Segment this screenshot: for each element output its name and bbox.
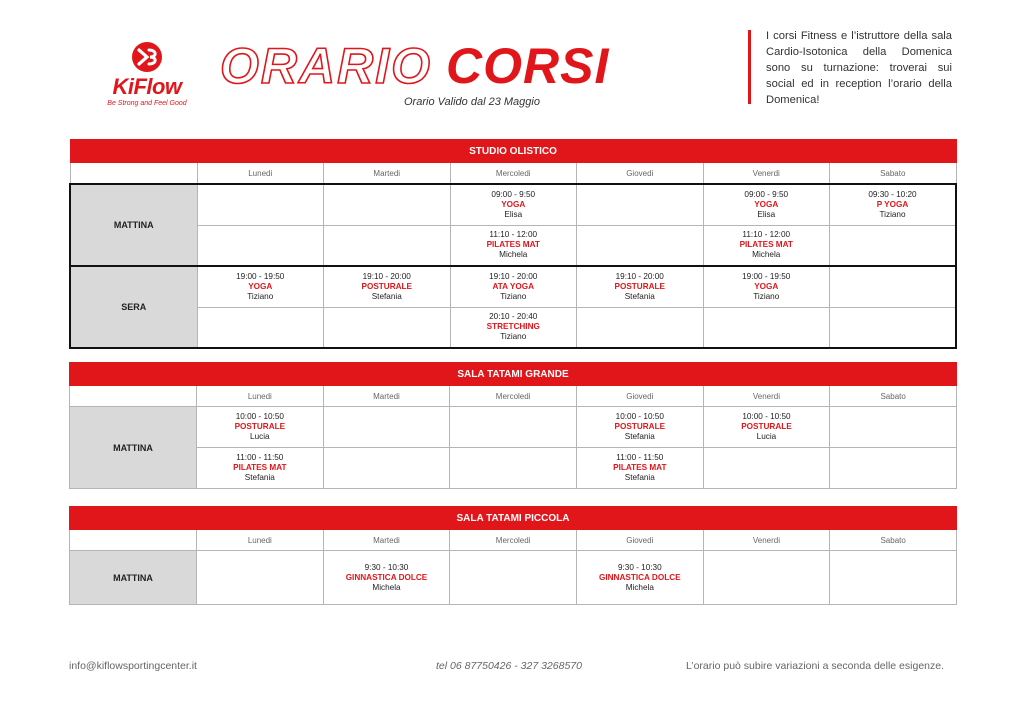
class-cell — [324, 266, 451, 307]
class-name: PILATES MAT — [486, 240, 540, 250]
class-instructor: Stefania — [244, 473, 275, 482]
day-header: Venerdi — [703, 530, 830, 551]
empty-cell — [323, 407, 450, 448]
class-time: 11:00 - 11:50 — [616, 453, 664, 462]
kiflow-logo — [92, 40, 202, 120]
day-header: Lunedi — [197, 386, 324, 407]
class-time: 11:10 - 12:00 — [742, 230, 791, 240]
empty-cell — [577, 184, 704, 225]
class-time: 19:00 - 19:50 — [236, 271, 285, 281]
class-instructor: Lucia — [250, 432, 270, 441]
class-cell — [450, 184, 577, 225]
class-name: YOGA — [754, 199, 779, 209]
empty-cell — [324, 307, 451, 348]
page-title — [220, 38, 609, 94]
days-row — [70, 530, 957, 551]
class-name: PILATES MAT — [613, 463, 667, 472]
class-cell — [197, 407, 324, 448]
class-cell — [703, 184, 830, 225]
empty-cell — [703, 307, 830, 348]
class-instructor: Stefania — [624, 291, 655, 301]
empty-cell — [830, 551, 957, 605]
class-time: 10:00 - 10:50 — [615, 412, 664, 421]
day-header: Martedi — [324, 163, 451, 185]
schedule-row — [70, 407, 957, 448]
class-name: POSTURALE — [234, 422, 286, 431]
class-instructor: Stefania — [624, 473, 655, 482]
class-cell — [450, 307, 577, 348]
class-time: 09:00 - 9:50 — [491, 189, 536, 199]
class-name: PILATES MAT — [739, 240, 793, 250]
schedule-row — [70, 266, 956, 307]
empty-cell — [197, 551, 324, 605]
empty-cell — [703, 551, 830, 605]
class-instructor: Stefania — [624, 432, 655, 441]
class-name: POSTURALE — [741, 422, 792, 431]
class-cell — [830, 184, 957, 225]
studio-olistico-table — [69, 139, 957, 349]
class-cell — [450, 266, 577, 307]
class-name: STRETCHING — [486, 322, 540, 332]
empty-cell — [577, 225, 704, 266]
day-header: Sabato — [830, 530, 957, 551]
empty-cell — [703, 448, 830, 489]
class-cell — [323, 551, 450, 605]
day-header: Mercoledi — [450, 530, 577, 551]
class-time: 19:10 - 20:00 — [489, 271, 538, 281]
class-cell — [450, 225, 577, 266]
class-cell — [703, 266, 830, 307]
footer-phone: tel 06 87750426 - 327 3268570 — [436, 660, 582, 672]
class-cell — [576, 551, 703, 605]
class-name: ATA YOGA — [492, 281, 535, 291]
class-time: 20:10 - 20:40 — [489, 312, 538, 322]
empty-cell — [830, 225, 957, 266]
class-name: YOGA — [754, 281, 779, 291]
day-header: Lunedi — [197, 530, 324, 551]
schedule-row — [70, 551, 957, 605]
class-name: POSTURALE — [361, 281, 412, 291]
time-slot-label: MATTINA — [70, 551, 197, 605]
section-title: STUDIO OLISTICO — [70, 140, 956, 163]
day-header: Venerdi — [703, 163, 830, 185]
class-instructor: Tiziano — [500, 332, 527, 342]
class-instructor: Tiziano — [247, 291, 274, 301]
time-slot-label: SERA — [70, 266, 197, 348]
class-time: 10:00 - 10:50 — [742, 412, 791, 421]
class-time: 09:30 - 10:20 — [868, 189, 917, 199]
class-instructor: Elisa — [757, 209, 776, 219]
class-cell — [577, 266, 704, 307]
class-instructor: Stefania — [371, 291, 402, 301]
empty-cell — [450, 448, 577, 489]
class-name: GINNASTICA DOLCE — [345, 572, 428, 582]
class-instructor: Tiziano — [753, 291, 780, 301]
day-header: Mercoledi — [450, 163, 577, 185]
sunday-note: I corsi Fitness e l’istruttore della sala Cardio-Isotonica della Domenica sono su turnazione: troverai sui social ed in reception l’orario della Domenica! — [766, 30, 952, 106]
class-cell — [576, 448, 703, 489]
time-slot-label: MATTINA — [70, 184, 197, 266]
sala-tatami-grande-table — [69, 362, 957, 489]
schedule-row — [70, 184, 956, 225]
schedule-row — [70, 307, 956, 348]
footer-disclaimer: L’orario può subire variazioni a seconda delle esigenze. — [686, 660, 944, 672]
class-name: YOGA — [501, 199, 526, 209]
class-time: 9:30 - 10:30 — [364, 562, 409, 572]
class-name: GINNASTICA DOLCE — [599, 572, 681, 582]
class-name: POSTURALE — [614, 281, 665, 291]
kiflow-logo-icon — [130, 40, 164, 74]
empty-cell — [324, 184, 451, 225]
class-time: 19:10 - 20:00 — [362, 271, 411, 281]
section-title: SALA TATAMI GRANDE — [70, 363, 957, 386]
empty-cell — [450, 551, 577, 605]
section-title: SALA TATAMI PICCOLA — [70, 507, 957, 530]
class-cell — [576, 407, 703, 448]
class-instructor: Michela — [499, 250, 528, 260]
class-instructor: Michela — [372, 582, 401, 592]
class-cell — [703, 225, 830, 266]
days-row — [70, 163, 956, 185]
class-cell — [703, 407, 830, 448]
class-time: 11:00 - 11:50 — [236, 453, 284, 462]
day-header: Venerdi — [703, 386, 830, 407]
class-time: 19:00 - 19:50 — [742, 271, 791, 281]
class-name: POSTURALE — [614, 422, 666, 431]
empty-cell — [197, 184, 324, 225]
empty-cell — [323, 448, 450, 489]
empty-cell — [450, 407, 577, 448]
schedule-row — [70, 448, 957, 489]
empty-cell — [324, 225, 451, 266]
class-instructor: Tiziano — [879, 209, 906, 219]
empty-cell — [830, 448, 957, 489]
class-name: PILATES MAT — [233, 463, 287, 472]
note-accent-bar — [748, 30, 751, 104]
day-header: Sabato — [830, 386, 957, 407]
day-header: Martedi — [323, 386, 450, 407]
day-header: Sabato — [830, 163, 957, 185]
class-instructor: Elisa — [504, 209, 523, 219]
time-slot-label: MATTINA — [70, 407, 197, 489]
empty-cell — [830, 307, 957, 348]
class-time: 19:10 - 20:00 — [615, 271, 664, 281]
day-header: Lunedi — [197, 163, 324, 185]
day-header: Mercoledi — [450, 386, 577, 407]
footer-email: info@kiflowsportingcenter.it — [69, 660, 197, 672]
day-header: Giovedi — [577, 163, 704, 185]
day-header: Giovedi — [576, 530, 703, 551]
sala-tatami-piccola-table — [69, 506, 957, 605]
days-row — [70, 386, 957, 407]
schedule-row — [70, 225, 956, 266]
empty-cell — [830, 407, 957, 448]
page-subtitle: Orario Valido dal 23 Maggio — [404, 96, 540, 108]
empty-cell — [830, 266, 957, 307]
class-name: YOGA — [248, 281, 273, 291]
logo-tagline: Be Strong and Feel Good — [107, 100, 187, 107]
class-cell — [197, 448, 324, 489]
day-header: Martedi — [323, 530, 450, 551]
class-time: 11:10 - 12:00 — [489, 230, 538, 240]
class-time: 10:00 - 10:50 — [235, 412, 284, 421]
class-instructor: Tiziano — [500, 291, 527, 301]
empty-cell — [197, 307, 324, 348]
class-instructor: Lucia — [756, 432, 777, 441]
title-outline: ORARIO — [220, 38, 432, 94]
class-instructor: Michela — [625, 582, 654, 592]
empty-cell — [577, 307, 704, 348]
empty-cell — [197, 225, 324, 266]
class-instructor: Michela — [752, 250, 781, 260]
class-time: 9:30 - 10:30 — [617, 562, 662, 572]
day-header: Giovedi — [576, 386, 703, 407]
title-fill: CORSI — [446, 38, 610, 94]
class-cell — [197, 266, 324, 307]
class-time: 09:00 - 9:50 — [744, 189, 789, 199]
logo-name: KiFlow — [112, 74, 182, 99]
class-name: P YOGA — [876, 199, 909, 209]
